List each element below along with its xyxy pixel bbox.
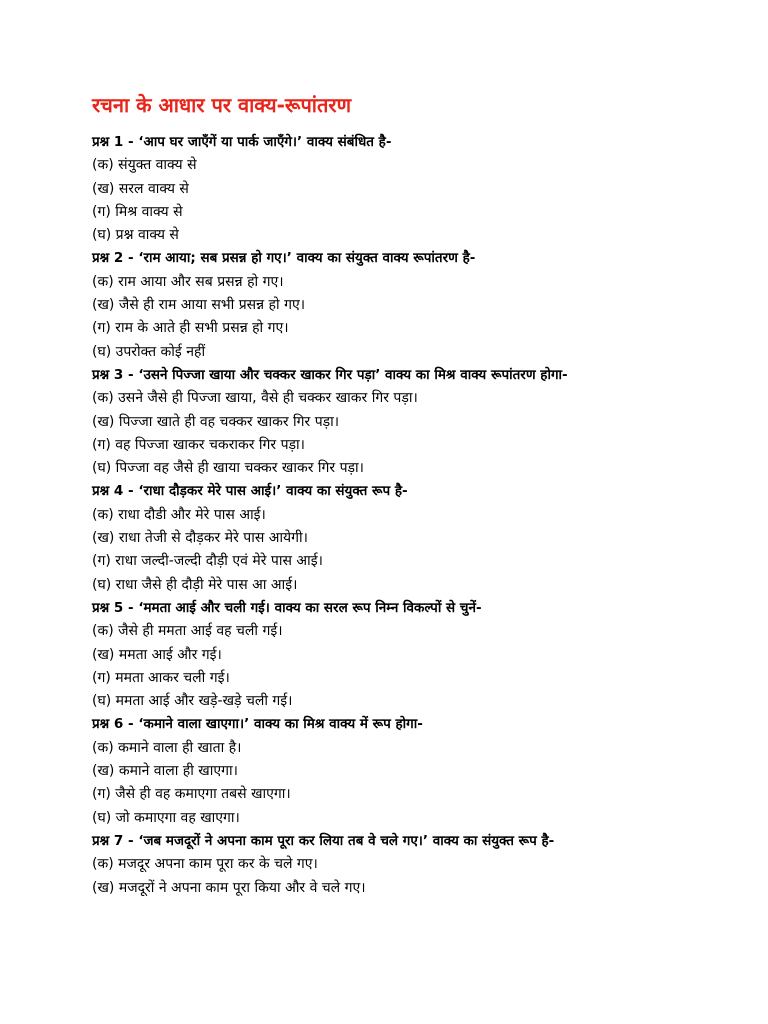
option-list (92, 387, 732, 480)
question-text: प्रश्न 6 - ‘कमाने वाला खाएगा।’ वाक्य का मिश्र वाक्य में रूप होगा- (92, 716, 423, 733)
question-text: प्रश्न 3 - ‘उसने पिज्जा खाया और चक्कर खाकर गिर पड़ा’ वाक्य का मिश्र वाक्य रूपांतरण होगा- (92, 366, 568, 383)
answer-option: (ग) राम के आते ही सभी प्रसन्न हो गए। (92, 320, 289, 337)
document-page (92, 90, 732, 900)
answer-option: (ख) सरल वाक्य से (92, 180, 189, 197)
option-list (92, 853, 732, 900)
question-text: प्रश्न 4 - ‘राधा दौड़कर मेरे पास आई।’ वाक्य का संयुक्त रूप है- (92, 483, 408, 500)
answer-option: (ग) वह पिज्जा खाकर चकराकर गिर पड़ा। (92, 436, 305, 453)
option-list (92, 737, 732, 830)
question-text: प्रश्न 7 - ‘जब मजदूरों ने अपना काम पूरा कर लिया तब वे चले गए।’ वाक्य का संयुक्त रूप है- (92, 832, 555, 849)
answer-option: (क) जैसे ही ममता आई वह चली गई। (92, 623, 283, 640)
question-text: प्रश्न 5 - ‘ममता आई और चली गई। वाक्य का सरल रूप निम्न विकल्पों से चुनें- (92, 599, 482, 616)
answer-option: (ख) जैसे ही राम आया सभी प्रसन्न हो गए। (92, 297, 305, 314)
question-block (92, 364, 732, 480)
answer-option: (घ) पिज्जा वह जैसे ही खाया चक्कर खाकर गिर पड़ा। (92, 460, 364, 477)
answer-option: (ग) मिश्र वाक्य से (92, 203, 183, 220)
option-list (92, 504, 732, 597)
answer-option: (ख) ममता आई और गई। (92, 646, 222, 663)
question-text: प्रश्न 1 - ‘आप घर जाएँगें या पार्क जाएँगे।’ वाक्य संबंधित है- (92, 134, 392, 150)
answer-option: (क) संयुक्त वाक्य से (92, 157, 197, 174)
answer-option: (क) राधा दौडी और मेरे पास आई। (92, 506, 266, 523)
answer-option: (ग) जैसे ही वह कमाएगा तबसे खाएगा। (92, 786, 291, 803)
answer-option: (क) मजदूर अपना काम पूरा कर के चले गए। (92, 856, 318, 873)
question-block (92, 830, 732, 900)
answer-option: (ख) राधा तेजी से दौड़कर मेरे पास आयेगी। (92, 530, 308, 547)
question-block (92, 131, 732, 247)
answer-option: (घ) उपरोक्त कोई नहीं (92, 343, 206, 360)
option-list (92, 620, 732, 713)
question-block (92, 597, 732, 713)
answer-option: (ख) कमाने वाला ही खाएगा। (92, 763, 238, 780)
answer-option: (घ) प्रश्न वाक्य से (92, 227, 179, 244)
question-block (92, 247, 732, 363)
answer-option: (क) कमाने वाला ही खाता है। (92, 739, 242, 756)
question-list (92, 131, 732, 900)
answer-option: (ग) राधा जल्दी-जल्दी दौड़ी एवं मेरे पास आई। (92, 553, 323, 570)
answer-option: (क) उसने जैसे ही पिज्जा खाया, वैसे ही चक्कर खाकर गिर पड़ा। (92, 390, 418, 407)
answer-option: (घ) राधा जैसे ही दौड़ी मेरे पास आ आई। (92, 576, 298, 593)
answer-option: (ग) ममता आकर चली गई। (92, 669, 230, 686)
answer-option: (घ) ममता आई और खड़े-खड़े चली गई। (92, 693, 293, 710)
document-title: रचना के आधार पर वाक्य-रूपांतरण (92, 93, 352, 117)
option-list (92, 154, 732, 247)
answer-option: (ख) पिज्जा खाते ही वह चक्कर खाकर गिर पड़ा। (92, 413, 340, 430)
answer-option: (ख) मजदूरों ने अपना काम पूरा किया और वे चले गए। (92, 879, 366, 896)
answer-option: (क) राम आया और सब प्रसन्न हो गए। (92, 273, 284, 290)
question-block (92, 480, 732, 596)
answer-option: (घ) जो कमाएगा वह खाएगा। (92, 809, 240, 826)
option-list (92, 271, 732, 364)
question-block (92, 713, 732, 829)
question-text: प्रश्न 2 - ‘राम आया; सब प्रसन्न हो गए।’ वाक्य का संयुक्त वाक्य रूपांतरण है- (92, 250, 476, 267)
